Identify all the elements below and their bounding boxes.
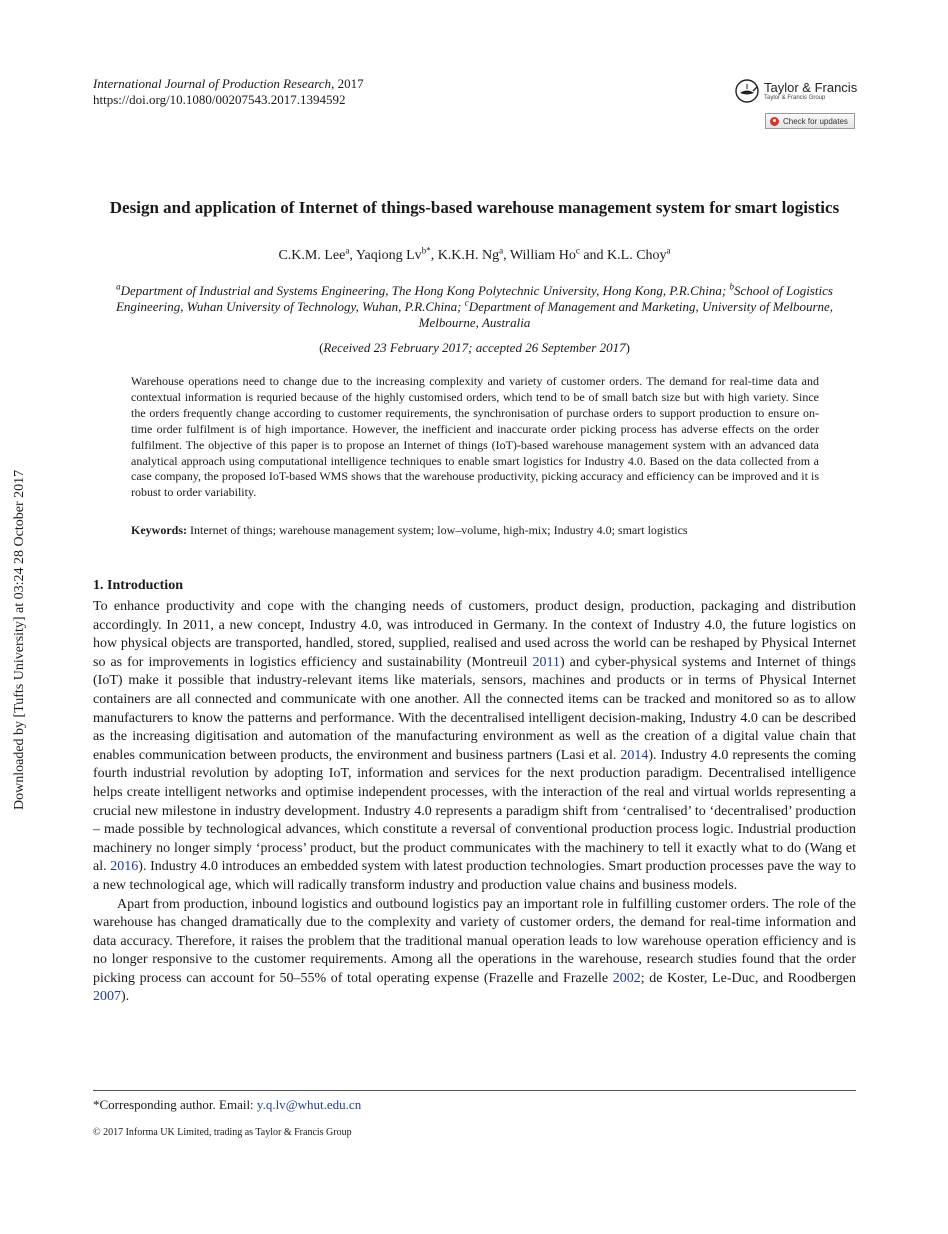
citation-link[interactable]: 2002 xyxy=(612,970,641,986)
check-for-updates-button[interactable] xyxy=(765,113,855,129)
author-affil-mark: a xyxy=(499,245,504,256)
citation-link[interactable]: 2007 xyxy=(93,989,121,1005)
affiliation-b: School of Logistics Engineering, Wuhan University of Technology, Wuhan, P.R.China; xyxy=(115,283,833,314)
citation-link[interactable]: 2011 xyxy=(532,654,560,670)
journal-name: International Journal of Production Research xyxy=(93,76,332,91)
copyright-notice: © 2017 Informa UK Limited, trading as Taylor & Francis Group xyxy=(93,1127,352,1138)
author-name: C.K.M. Lee xyxy=(278,248,346,263)
journal-header xyxy=(93,76,364,108)
author-name: Yaqiong Lv xyxy=(355,248,422,263)
lamp-logo-icon xyxy=(734,79,760,103)
section-heading: 1. Introduction xyxy=(93,578,183,593)
keywords-label: Keywords: xyxy=(131,523,187,537)
publisher-group: Taylor & Francis Group xyxy=(764,95,826,101)
keywords xyxy=(131,523,819,538)
doi-link[interactable]: https://doi.org/10.1080/00207543.2017.1394592 xyxy=(93,92,346,107)
author-list: C.K.M. Lee$^a$, Yaqiong $Lv^{b*}$, K.K.H. Ng$^a$, William Ho$^c$ and K.L. Choy$^a$ xyxy=(278,245,671,263)
received-dates: (Received 23 February 2017; accepted 26 September 2017) xyxy=(319,340,630,355)
footnote-divider xyxy=(93,1090,856,1091)
corresponding-author-note: *Corresponding author. Email: y.q.lv@whut.edu.cn xyxy=(93,1097,362,1112)
author-affil-mark: a xyxy=(666,245,671,256)
email-link[interactable]: y.q.lv@whut.edu.cn xyxy=(256,1097,362,1112)
journal-year: , 2017 xyxy=(331,76,364,91)
download-stamp: Downloaded by [Tufts University] at 03:24 28 October 2017 xyxy=(12,469,27,810)
author-affil-mark: b* xyxy=(421,245,431,256)
body-text xyxy=(93,598,856,1007)
author-affil-mark: c xyxy=(575,245,580,256)
publisher-name: Taylor & Francis xyxy=(764,80,858,95)
author-affil-mark: a xyxy=(345,245,350,256)
author-name: William Ho xyxy=(509,248,576,263)
paragraph: Apart from production, inbound logistics and outbound logistics pay an important role in fulfilling customer orders. The role of the warehouse has changed dramatically due to the complexity and variety of customer orders, the demand for real-time information and data accuracy. Therefore, it raises the problem that the traditional manual operation leads to low warehouse operation efficiency and is no longer responsive to the customer requirements. Among all the operations in the warehouse, research studies found that the order picking process can account for 50–55% of total operating expense (Frazelle and Frazelle 2002; de Koster, Le-Duc, and Roodbergen 2007). xyxy=(93,896,856,1005)
affiliation-c: Department of Management and Marketing, University of Melbourne, Melbourne, Australia xyxy=(418,299,834,330)
keywords-text: Internet of things; warehouse management system; low–volume, high-mix; Industry 4.0; smart logistics xyxy=(187,523,688,537)
citation-link[interactable]: 2014 xyxy=(620,747,649,763)
crossmark-icon xyxy=(770,117,779,126)
affiliations: $^a$Department of Industrial and Systems Engineering, The Hong Kong Polytechnic University, Hong Kong, P.R.China; $^b$School of Logistics Engineering, Wuhan University of Technology, Wuhan, P.R.China; $^c$Department of Management and Marketing, University of Melbourne, Melbourne, Australia xyxy=(115,281,834,330)
publisher-brand xyxy=(734,79,858,103)
author-name: K.K.H. Ng xyxy=(437,248,500,263)
abstract: Warehouse operations need to change due to the increasing complexity and variety of customer orders. The demand for real-time data and contextual information is requried because of the highly customised orders, which tend to be of small batch size but with high variety. Since the orders frequently change according to customer requirements, the synchronisation of purchase orders to support production to ensure on-time order fulfilment is of high importance. However, the inefficient and inaccurate order picking process has adverse effects on the order fulfilment. The objective of this paper is to propose an Internet of things (IoT)-based warehouse management system with an advanced data analytical approach using computational intelligence techniques to enable smart logistics for Industry 4.0. Based on the data collected from a case company, the proposed IoT-based WMS shows that the warehouse productivity, picking accuracy and efficiency can be improved and it is robust to order variability. xyxy=(131,374,819,500)
paragraph: To enhance productivity and cope with the changing needs of customers, product design, production, packaging and distribution accordingly. In 2011, a new concept, Industry 4.0, was introduced in Germany. In the context of Industry 4.0, the future logistics on how physical objects are transported, handled, stored, supplied, realised and used across the world can be reshaped by Physical Internet so as for improvements in logistics efficiency and sustainability (Montreuil 2011) and cyber-physical systems and Internet of things (IoT) make it possible that industry-relevant items like materials, sensors, machines and products or in terms of Physical Internet containers are all connected and communicate with one another. All the connected items can be tracked and monitored so as to allow manufacturers to know the patterns and performance. With the decentralised intelligent decision-making, Industry 4.0 can be described as the increasing digitisation and automation of the manufacturing environment as well as the creation of a digital value chain that enables communication between products, the environment and business partners (Lasi et al. 2014). Industry 4.0 represents the coming fourth industrial revolution by adopting IoT, information and services for the next production paradigm. Decentralised intelligence helps create intelligent networks and optimise independent processes, with the interaction of the real and virtual worlds representing a crucial new milestone in industry development. Industry 4.0 represents a paradigm shift from ‘centralised’ to ‘decentralised’ production – made possible by technological advances, which constitute a reversal of conventional production process logic. Industrial production machinery no longer simply ‘process’ product, but the product communicates with the machinery to tell it exactly what to do (Wang et al. 2016). Industry 4.0 introduces an embedded system with latest production technologies. Smart production processes pave the way to a new technological age, which will radically transform industry and production value chains and business models. xyxy=(93,599,856,893)
citation-link[interactable]: 2016 xyxy=(110,859,139,875)
affiliation-a: Department of Industrial and Systems Engineering, The Hong Kong Polytechnic University, Hong Kong, P.R.China; xyxy=(120,283,730,298)
check-for-updates-label: Check for updates xyxy=(783,116,848,126)
author-name: K.L. Choy xyxy=(607,248,667,263)
paper-title: Design and application of Internet of things-based warehouse management system for smart logistics xyxy=(109,198,840,217)
